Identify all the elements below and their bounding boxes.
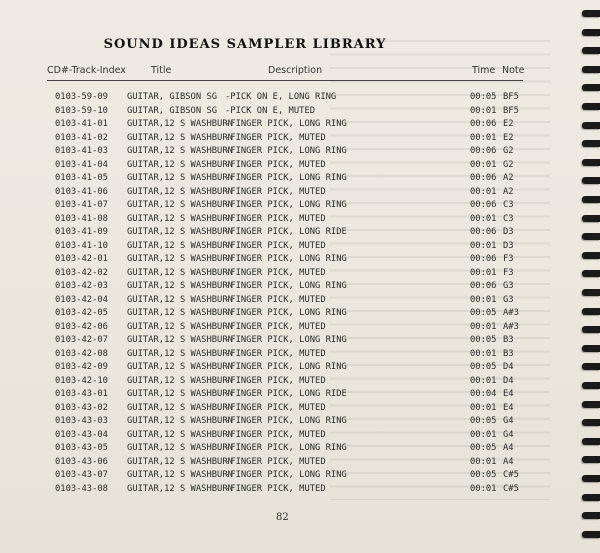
- page-title: SOUND IDEAS SAMPLER LIBRARY: [103, 37, 387, 52]
- time-cell: 00:05: [470, 443, 497, 453]
- note-cell: D3: [503, 227, 514, 237]
- cd-track-index-cell: 0103-41-05: [55, 173, 108, 183]
- cd-track-index-cell: 0103-41-07: [55, 200, 108, 210]
- title-cell: GUITAR,12 S WASHBURN: [127, 470, 233, 480]
- note-cell: A#3: [503, 321, 519, 332]
- title-cell: GUITAR,12 S WASHBURN: [127, 146, 233, 156]
- binding-coil: [582, 456, 600, 463]
- title-cell: GUITAR,12 S WASHBURN: [127, 416, 233, 426]
- title-cell: GUITAR,12 S WASHBURN: [127, 213, 233, 224]
- note-cell: B3: [503, 335, 514, 345]
- binding-coil: [582, 494, 600, 501]
- title-cell: GUITAR,12 S WASHBURN: [127, 308, 233, 318]
- table-row: [0, 321, 600, 335]
- description-cell: -FINGER PICK, LONG RING: [225, 146, 347, 156]
- binding-coil: [582, 475, 600, 482]
- table-row: [0, 253, 600, 267]
- title-cell: GUITAR, GIBSON SG: [127, 92, 218, 102]
- column-header-description: Description: [268, 65, 323, 76]
- table-row: [0, 186, 600, 200]
- note-cell: D4: [503, 362, 514, 372]
- table-row: [0, 334, 600, 348]
- cd-track-index-cell: 0103-43-08: [55, 483, 108, 494]
- description-cell: -FINGER PICK, MUTED: [225, 240, 326, 251]
- table-row: [0, 442, 600, 456]
- title-cell: GUITAR,12 S WASHBURN: [127, 267, 233, 278]
- binding-coil: [582, 252, 600, 259]
- table-row: [0, 199, 600, 213]
- note-cell: B3: [503, 348, 514, 359]
- note-cell: BF5: [503, 92, 519, 102]
- header-divider: [47, 80, 523, 81]
- cd-track-index-cell: 0103-42-04: [55, 294, 108, 305]
- table-row: [0, 456, 600, 470]
- note-cell: E4: [503, 389, 514, 399]
- binding-coil: [582, 289, 600, 296]
- binding-coil: [582, 10, 600, 17]
- cd-track-index-cell: 0103-42-02: [55, 267, 108, 278]
- cd-track-index-cell: 0103-43-06: [55, 456, 108, 467]
- table-row: [0, 145, 600, 159]
- binding-coil: [582, 140, 600, 147]
- description-cell: -FINGER PICK, LONG RING: [225, 362, 347, 372]
- cd-track-index-cell: 0103-41-06: [55, 186, 108, 197]
- table-row: [0, 226, 600, 240]
- cd-track-index-cell: 0103-41-02: [55, 132, 108, 143]
- table-row: [0, 429, 600, 443]
- column-header-row: [0, 65, 600, 79]
- table-row: [0, 388, 600, 402]
- table-row: [0, 240, 600, 254]
- note-cell: E2: [503, 119, 514, 129]
- note-cell: G4: [503, 416, 514, 426]
- column-header-note: Note: [502, 65, 525, 76]
- note-cell: D4: [503, 375, 514, 386]
- time-cell: 00:01: [470, 132, 497, 143]
- cd-track-index-cell: 0103-43-03: [55, 416, 108, 426]
- time-cell: 00:06: [470, 254, 497, 264]
- cd-track-index-cell: 0103-41-01: [55, 119, 108, 129]
- description-cell: -FINGER PICK, MUTED: [225, 402, 326, 413]
- cd-track-index-cell: 0103-59-10: [55, 105, 108, 116]
- binding-coil: [582, 122, 600, 129]
- title-cell: GUITAR,12 S WASHBURN: [127, 362, 233, 372]
- description-cell: -FINGER PICK, LONG RING: [225, 470, 347, 480]
- note-cell: G3: [503, 281, 514, 291]
- table-row: [0, 348, 600, 362]
- description-cell: -FINGER PICK, LONG RING: [225, 443, 347, 453]
- cd-track-index-cell: 0103-42-10: [55, 375, 108, 386]
- time-cell: 00:01: [470, 429, 497, 440]
- binding-coil: [582, 270, 600, 277]
- time-cell: 00:06: [470, 173, 497, 183]
- binding-coil: [582, 66, 600, 73]
- description-cell: -FINGER PICK, LONG RING: [225, 119, 347, 129]
- table-row: [0, 375, 600, 389]
- binding-coil: [582, 103, 600, 110]
- time-cell: 00:01: [470, 402, 497, 413]
- table-row: [0, 213, 600, 227]
- note-cell: A2: [503, 186, 514, 197]
- time-cell: 00:06: [470, 146, 497, 156]
- cd-track-index-cell: 0103-59-09: [55, 92, 108, 102]
- time-cell: 00:01: [470, 321, 497, 332]
- table-row: [0, 402, 600, 416]
- description-cell: -PICK ON E, LONG RING: [225, 92, 337, 102]
- title-cell: GUITAR,12 S WASHBURN: [127, 402, 233, 413]
- binding-coil: [582, 308, 600, 315]
- title-cell: GUITAR,12 S WASHBURN: [127, 483, 233, 494]
- note-cell: A2: [503, 173, 514, 183]
- table-row: [0, 415, 600, 429]
- note-cell: BF5: [503, 105, 519, 116]
- binding-coil: [582, 215, 600, 222]
- note-cell: C3: [503, 200, 514, 210]
- title-cell: GUITAR,12 S WASHBURN: [127, 173, 233, 183]
- title-cell: GUITAR,12 S WASHBURN: [127, 254, 233, 264]
- table-row: [0, 91, 600, 105]
- description-cell: -FINGER PICK, MUTED: [225, 348, 326, 359]
- description-cell: -FINGER PICK, LONG RIDE: [225, 227, 347, 237]
- note-cell: G3: [503, 294, 514, 305]
- description-cell: -FINGER PICK, LONG RING: [225, 308, 347, 318]
- description-cell: -FINGER PICK, LONG RING: [225, 281, 347, 291]
- time-cell: 00:06: [470, 227, 497, 237]
- cd-track-index-cell: 0103-41-04: [55, 159, 108, 170]
- cd-track-index-cell: 0103-43-04: [55, 429, 108, 440]
- cd-track-index-cell: 0103-42-06: [55, 321, 108, 332]
- cd-track-index-cell: 0103-43-02: [55, 402, 108, 413]
- time-cell: 00:05: [470, 416, 497, 426]
- title-cell: GUITAR,12 S WASHBURN: [127, 159, 233, 170]
- description-cell: -FINGER PICK, LONG RIDE: [225, 389, 347, 399]
- description-cell: -FINGER PICK, MUTED: [225, 159, 326, 170]
- time-cell: 00:01: [470, 348, 497, 359]
- cd-track-index-cell: 0103-41-08: [55, 213, 108, 224]
- title-cell: GUITAR,12 S WASHBURN: [127, 132, 233, 143]
- time-cell: 00:01: [470, 294, 497, 305]
- cd-track-index-cell: 0103-42-08: [55, 348, 108, 359]
- cd-track-index-cell: 0103-43-01: [55, 389, 108, 399]
- time-cell: 00:05: [470, 335, 497, 345]
- cd-track-index-cell: 0103-43-05: [55, 443, 108, 453]
- time-cell: 00:01: [470, 375, 497, 386]
- binding-coil: [582, 233, 600, 240]
- time-cell: 00:05: [470, 362, 497, 372]
- description-cell: -FINGER PICK, LONG RING: [225, 416, 347, 426]
- description-cell: -FINGER PICK, LONG RING: [225, 200, 347, 210]
- time-cell: 00:06: [470, 281, 497, 291]
- binding-coil: [582, 363, 600, 370]
- title-cell: GUITAR,12 S WASHBURN: [127, 227, 233, 237]
- title-cell: GUITAR,12 S WASHBURN: [127, 321, 233, 332]
- note-cell: C3: [503, 213, 514, 224]
- column-header-cd-track-index: CD#-Track-Index: [47, 65, 126, 76]
- time-cell: 00:01: [470, 456, 497, 467]
- note-cell: C#5: [503, 483, 519, 494]
- description-cell: -FINGER PICK, MUTED: [225, 294, 326, 305]
- track-list: [0, 91, 600, 496]
- title-cell: GUITAR,12 S WASHBURN: [127, 375, 233, 386]
- cd-track-index-cell: 0103-42-09: [55, 362, 108, 372]
- page-number: 82: [276, 512, 289, 523]
- spiral-binding: [572, 0, 600, 553]
- note-cell: D3: [503, 240, 514, 251]
- description-cell: -FINGER PICK, MUTED: [225, 267, 326, 278]
- binding-coil: [582, 531, 600, 538]
- description-cell: -FINGER PICK, MUTED: [225, 186, 326, 197]
- table-row: [0, 159, 600, 173]
- note-cell: A4: [503, 456, 514, 467]
- title-cell: GUITAR,12 S WASHBURN: [127, 429, 233, 440]
- time-cell: 00:01: [470, 240, 497, 251]
- title-cell: GUITAR,12 S WASHBURN: [127, 389, 233, 399]
- time-cell: 00:01: [470, 159, 497, 170]
- time-cell: 00:01: [470, 105, 497, 116]
- table-row: [0, 483, 600, 497]
- binding-coil: [582, 47, 600, 54]
- description-cell: -FINGER PICK, MUTED: [225, 132, 326, 143]
- note-cell: E2: [503, 132, 514, 143]
- table-row: [0, 132, 600, 146]
- time-cell: 00:01: [470, 267, 497, 278]
- title-cell: GUITAR,12 S WASHBURN: [127, 443, 233, 453]
- table-row: [0, 307, 600, 321]
- table-row: [0, 361, 600, 375]
- column-header-time: Time: [472, 65, 496, 76]
- note-cell: E4: [503, 402, 514, 413]
- binding-coil: [582, 177, 600, 184]
- time-cell: 00:05: [470, 470, 497, 480]
- binding-coil: [582, 29, 600, 36]
- title-cell: GUITAR,12 S WASHBURN: [127, 186, 233, 197]
- title-cell: GUITAR,12 S WASHBURN: [127, 335, 233, 345]
- time-cell: 00:05: [470, 92, 497, 102]
- title-cell: GUITAR, GIBSON SG: [127, 105, 218, 116]
- table-row: [0, 118, 600, 132]
- cd-track-index-cell: 0103-42-03: [55, 281, 108, 291]
- cd-track-index-cell: 0103-41-03: [55, 146, 108, 156]
- note-cell: G2: [503, 146, 514, 156]
- binding-coil: [582, 438, 600, 445]
- description-cell: -FINGER PICK, LONG RING: [225, 335, 347, 345]
- title-cell: GUITAR,12 S WASHBURN: [127, 119, 233, 129]
- title-cell: GUITAR,12 S WASHBURN: [127, 294, 233, 305]
- time-cell: 00:01: [470, 483, 497, 494]
- time-cell: 00:06: [470, 119, 497, 129]
- binding-coil: [582, 196, 600, 203]
- description-cell: -FINGER PICK, MUTED: [225, 456, 326, 467]
- title-cell: GUITAR,12 S WASHBURN: [127, 240, 233, 251]
- note-cell: F3: [503, 254, 514, 264]
- description-cell: -FINGER PICK, MUTED: [225, 483, 326, 494]
- table-row: [0, 280, 600, 294]
- description-cell: -PICK ON E, MUTED: [225, 105, 316, 116]
- table-row: [0, 469, 600, 483]
- note-cell: G4: [503, 429, 514, 440]
- table-row: [0, 294, 600, 308]
- time-cell: 00:05: [470, 308, 497, 318]
- cd-track-index-cell: 0103-43-07: [55, 470, 108, 480]
- description-cell: -FINGER PICK, LONG RING: [225, 254, 347, 264]
- binding-coil: [582, 326, 600, 333]
- note-cell: A4: [503, 443, 514, 453]
- binding-coil: [582, 419, 600, 426]
- note-cell: G2: [503, 159, 514, 170]
- note-cell: F3: [503, 267, 514, 278]
- binding-coil: [582, 382, 600, 389]
- time-cell: 00:06: [470, 200, 497, 210]
- binding-coil: [582, 512, 600, 519]
- binding-coil: [582, 159, 600, 166]
- column-header-title: Title: [151, 65, 172, 76]
- cd-track-index-cell: 0103-42-05: [55, 308, 108, 318]
- description-cell: -FINGER PICK, MUTED: [225, 429, 326, 440]
- cd-track-index-cell: 0103-41-09: [55, 227, 108, 237]
- cd-track-index-cell: 0103-42-07: [55, 335, 108, 345]
- cd-track-index-cell: 0103-41-10: [55, 240, 108, 251]
- table-row: [0, 267, 600, 281]
- description-cell: -FINGER PICK, MUTED: [225, 213, 326, 224]
- time-cell: 00:04: [470, 389, 497, 399]
- time-cell: 00:01: [470, 186, 497, 197]
- binding-coil: [582, 401, 600, 408]
- time-cell: 00:01: [470, 213, 497, 224]
- table-row: [0, 105, 600, 119]
- binding-coil: [582, 345, 600, 352]
- description-cell: -FINGER PICK, LONG RING: [225, 173, 347, 183]
- table-row: [0, 172, 600, 186]
- note-cell: A#3: [503, 308, 519, 318]
- title-cell: GUITAR,12 S WASHBURN: [127, 456, 233, 467]
- description-cell: -FINGER PICK, MUTED: [225, 375, 326, 386]
- note-cell: C#5: [503, 470, 519, 480]
- cd-track-index-cell: 0103-42-01: [55, 254, 108, 264]
- description-cell: -FINGER PICK, MUTED: [225, 321, 326, 332]
- binding-coil: [582, 84, 600, 91]
- title-cell: GUITAR,12 S WASHBURN: [127, 200, 233, 210]
- title-cell: GUITAR,12 S WASHBURN: [127, 348, 233, 359]
- title-cell: GUITAR,12 S WASHBURN: [127, 281, 233, 291]
